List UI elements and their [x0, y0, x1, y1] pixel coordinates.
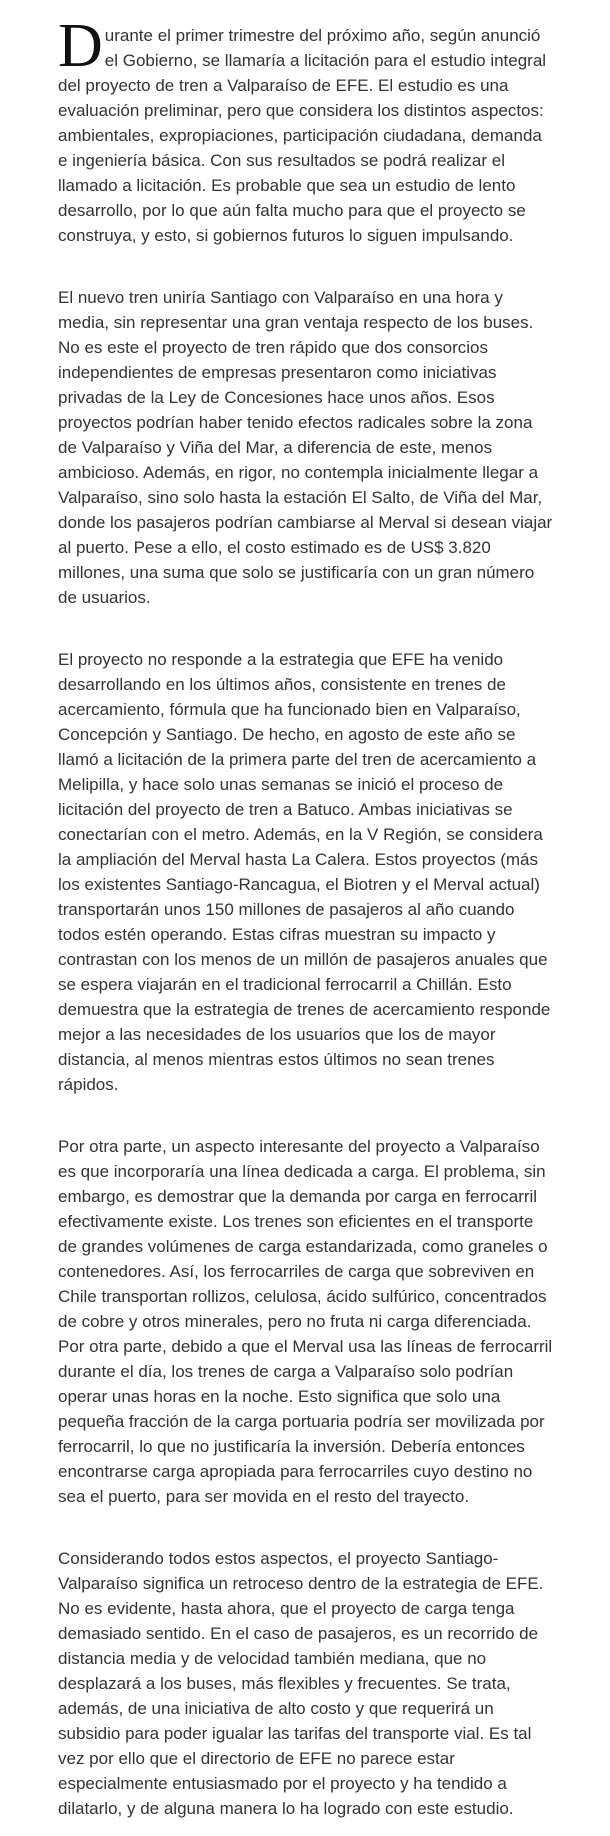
article-paragraph-2: El nuevo tren uniría Santiago con Valparaíso en una hora y media, sin representar una gran ventaja respecto de los buses. No es este el proyecto de tren rápido que dos consorcios independientes de empresas presentaron como iniciativas privadas de la Ley de Concesiones hace unos años. Esos proyectos podrían haber tenido efectos radicales sobre la zona de Valparaíso y Viña del Mar, a diferencia de este, menos ambicioso. Además, en rigor, no contempla inicialmente llegar a Valparaíso, sino solo hasta la estación El Salto, de Viña del Mar, donde los pasajeros podrían cambiarse al Merval si desean viajar al puerto. Pese a ello, el costo estimado es de US$ 3.820 millones, una suma que solo se justificaría con un gran número de usuarios.: [58, 288, 553, 607]
article-paragraph-1: [58, 0, 556, 248]
paragraph-1-text: urante el primer trimestre del próximo año, según anunció el Gobierno, se llamaría a licitación para el estudio integral del proyecto de tren a Valparaíso de EFE. El estudio es una evaluación preliminar, pero que considera los distintos aspectos: ambientales, expropiaciones, participación ciudadana, demanda e ingeniería básica. Con sus resultados se podrá realizar el llamado a licitación. Es probable que sea un estudio de lento desarrollo, por lo que aún falta mucho para que el proyecto se construya, y esto, si gobiernos futuros lo siguen impulsando.: [58, 26, 547, 245]
article-paragraph-4: Por otra parte, un aspecto interesante del proyecto a Valparaíso es que incorporaría una línea dedicada a carga. El problema, sin embargo, es demostrar que la demanda por carga en ferrocarril efectivamente existe. Los trenes son eficientes en el transporte de grandes volúmenes de carga estandarizada, como graneles o contenedores. Así, los ferrocarriles de carga que sobreviven en Chile transportan rollizos, celulosa, ácido sulfúrico, concentrados de cobre y otros minerales, pero no fruta ni carga diferenciada. Por otra parte, debido a que el Merval usa las líneas de ferrocarril durante el día, los trenes de carga a Valparaíso solo podrían operar unas horas en la noche. Esto significa que solo una pequeña fracción de la carga portuaria podría ser movilizada por ferrocarril, lo que no justificaría la inversión. Debería entonces encontrarse carga apropiada para ferrocarriles cuyo destino no sea el puerto, para ser movida en el resto del trayecto.: [58, 1137, 553, 1506]
drop-cap: D: [58, 12, 103, 80]
article-paragraph-3: El proyecto no responde a la estrategia que EFE ha venido desarrollando en los últimos años, consistente en trenes de acercamiento, fórmula que ha funcionado bien en Valparaíso, Concepción y Santiago. De hecho, en agosto de este año se llamó a licitación de la primera parte del tren de acercamiento a Melipilla, y hace solo unas semanas se inició el proceso de licitación del proyecto de tren a Batuco. Ambas iniciativas se conectarían con el metro. Además, en la V Región, se considera la ampliación del Merval hasta La Calera. Estos proyectos (más los existentes Santiago-Rancagua, el Biotren y el Merval actual) transportarán unos 150 millones de pasajeros al año cuando todos estén operando. Estas cifras muestran su impacto y contrastan con los menos de un millón de pasajeros anuales que se espera viajarán en el tradicional ferrocarril a Chillán. Esto demuestra que la estrategia de trenes de acercamiento responde mejor a las necesidades de los usuarios que los de mayor distancia, al menos mientras estos últimos no sean trenes rápidos.: [58, 650, 551, 1094]
article-paragraph-5: Considerando todos estos aspectos, el proyecto Santiago-Valparaíso significa un retroceso dentro de la estrategia de EFE. No es evidente, hasta ahora, que el proyecto de carga tenga demasiado sentido. En el caso de pasajeros, es un recorrido de distancia media y de velocidad también mediana, que no desplazará a los buses, más flexibles y frecuentes. Se trata, además, de una iniciativa de alto costo y que requerirá un subsidio para poder igualar las tarifas del transporte vial. Es tal vez por ello que el directorio de EFE no parece estar especialmente entusiasmado por el proyecto y ha tendido a dilatarlo, y de alguna manera lo ha logrado con este estudio.: [58, 1549, 544, 1818]
